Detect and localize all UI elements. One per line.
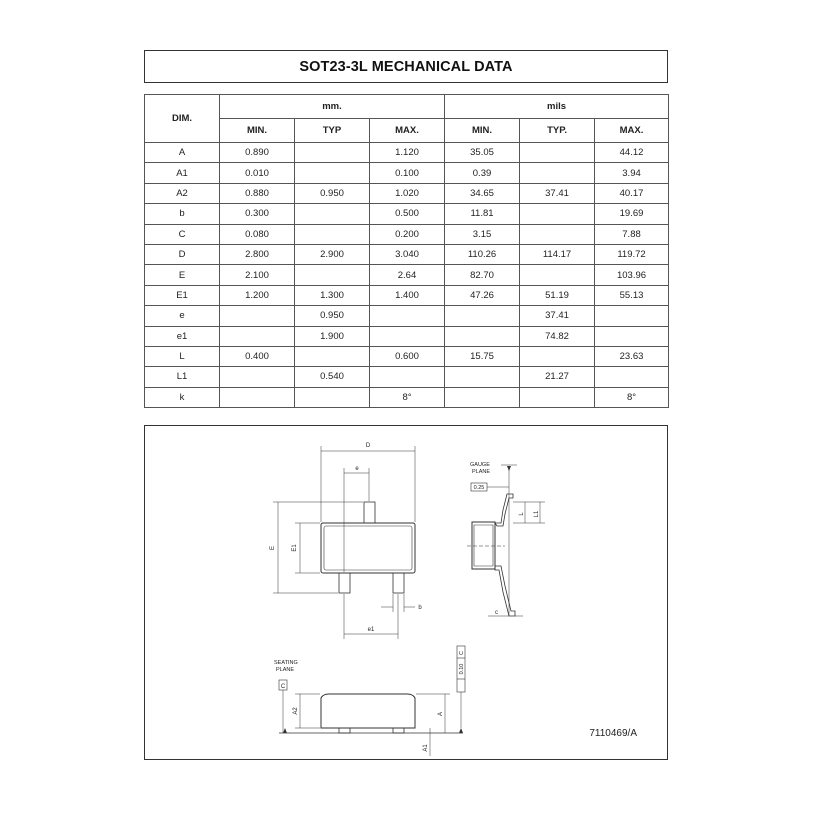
table-row — [145, 285, 669, 305]
side-view-lead-bottom — [495, 566, 515, 616]
table-cell-dim: A — [145, 143, 220, 163]
table-row — [145, 143, 669, 163]
label-A2: A2 — [293, 707, 299, 715]
table-row — [145, 367, 669, 387]
package-drawing — [144, 425, 668, 760]
table-row — [145, 163, 669, 183]
table-cell-dim: D — [145, 244, 220, 264]
table-cell-dim: k — [145, 387, 220, 407]
table-cell-mils-typ: 37.41 — [520, 183, 595, 203]
table-cell-mm-typ — [295, 387, 370, 407]
top-view-body — [321, 523, 415, 573]
table-cell-mm-max: 1.120 — [370, 143, 445, 163]
table-cell-dim: A2 — [145, 183, 220, 203]
tolerance-ref: C — [459, 651, 465, 655]
subheader-mils-typ: TYP. — [520, 119, 595, 143]
label-D: D — [365, 443, 371, 449]
table-cell-mils-min: 34.65 — [445, 183, 520, 203]
group-header-mm: mm. — [220, 95, 445, 119]
table-row — [145, 204, 669, 224]
table-cell-mm-max: 0.200 — [370, 224, 445, 244]
header-row-columns — [145, 119, 669, 143]
top-view-lead-top — [364, 502, 375, 523]
subheader-mils-min: MIN. — [445, 119, 520, 143]
table-cell-mm-min: 2.100 — [220, 265, 295, 285]
table-cell-mm-typ — [295, 143, 370, 163]
table-cell-mils-max — [595, 367, 669, 387]
table-row — [145, 183, 669, 203]
top-view-body-inner — [324, 526, 412, 570]
table-cell-mils-typ — [520, 265, 595, 285]
gauge-plane-label-2: PLANE — [472, 469, 491, 475]
table-cell-dim: e1 — [145, 326, 220, 346]
table-cell-mm-max: 2.64 — [370, 265, 445, 285]
table-cell-mils-max — [595, 326, 669, 346]
table-cell-dim: e — [145, 306, 220, 326]
front-view-body — [321, 694, 415, 728]
table-row — [145, 244, 669, 264]
label-A1: A1 — [423, 744, 429, 752]
table-cell-mm-min: 1.200 — [220, 285, 295, 305]
table-cell-mm-min — [220, 387, 295, 407]
table-cell-mils-max: 7.88 — [595, 224, 669, 244]
table-cell-mm-min — [220, 367, 295, 387]
table-cell-mils-min: 82.70 — [445, 265, 520, 285]
group-header-mils: mils — [445, 95, 669, 119]
table-cell-mm-max — [370, 306, 445, 326]
drawing-reference: 7110469/A — [589, 728, 637, 739]
table-row — [145, 326, 669, 346]
label-b: b — [418, 605, 422, 611]
table-cell-mm-min: 2.800 — [220, 244, 295, 264]
table-row — [145, 387, 669, 407]
subheader-mm-min: MIN. — [220, 119, 295, 143]
table-cell-mils-min — [445, 367, 520, 387]
table-cell-mm-typ — [295, 204, 370, 224]
seating-plane-label-2: PLANE — [276, 667, 295, 673]
table-cell-mm-max — [370, 367, 445, 387]
table-row — [145, 224, 669, 244]
table-cell-mm-max: 0.600 — [370, 346, 445, 366]
table-cell-mm-min — [220, 326, 295, 346]
table-cell-mils-typ: 21.27 — [520, 367, 595, 387]
header-row-groups — [145, 95, 669, 119]
table-cell-dim: b — [145, 204, 220, 224]
table-cell-mm-min — [220, 306, 295, 326]
table-cell-mils-min: 3.15 — [445, 224, 520, 244]
table-cell-mm-typ: 2.900 — [295, 244, 370, 264]
table-cell-dim: L1 — [145, 367, 220, 387]
tolerance-value: 0.10 — [459, 663, 465, 675]
table-row — [145, 346, 669, 366]
table-cell-mils-max: 44.12 — [595, 143, 669, 163]
table-cell-mils-min: 47.26 — [445, 285, 520, 305]
front-view-lead-right — [393, 728, 404, 733]
top-view-lead-right — [393, 573, 404, 593]
table-cell-mils-min: 11.81 — [445, 204, 520, 224]
page-title: SOT23-3L MECHANICAL DATA — [144, 50, 668, 83]
side-view-body — [472, 522, 495, 569]
table-cell-mils-min — [445, 306, 520, 326]
table-cell-mils-min: 35.05 — [445, 143, 520, 163]
table-cell-mils-max: 40.17 — [595, 183, 669, 203]
table-cell-mils-typ — [520, 204, 595, 224]
label-E1: E1 — [292, 544, 298, 552]
table-cell-mils-typ — [520, 387, 595, 407]
top-view — [270, 443, 422, 639]
table-cell-mm-typ: 0.950 — [295, 306, 370, 326]
table-cell-dim: E — [145, 265, 220, 285]
table-cell-mils-typ — [520, 346, 595, 366]
seating-plane-ref: C — [280, 684, 286, 690]
mechanical-data-table — [144, 94, 669, 408]
table-cell-mm-max: 1.400 — [370, 285, 445, 305]
table-cell-mm-typ — [295, 163, 370, 183]
gauge-plane-label-1: GAUGE — [470, 462, 490, 468]
table-cell-mm-typ: 0.950 — [295, 183, 370, 203]
table-cell-mm-min: 0.890 — [220, 143, 295, 163]
table-cell-mils-max — [595, 306, 669, 326]
seating-plane-label-1: SEATING — [274, 660, 298, 666]
table-cell-mm-typ: 1.900 — [295, 326, 370, 346]
table-cell-mils-typ: 114.17 — [520, 244, 595, 264]
dim-header: DIM. — [145, 95, 220, 143]
table-cell-dim: L — [145, 346, 220, 366]
label-E: E — [270, 545, 276, 551]
table-cell-mils-min: 15.75 — [445, 346, 520, 366]
subheader-mils-max: MAX. — [595, 119, 669, 143]
subheader-mm-typ: TYP — [295, 119, 370, 143]
table-row — [145, 306, 669, 326]
table-cell-mils-typ — [520, 163, 595, 183]
table-cell-mm-max: 0.500 — [370, 204, 445, 224]
gauge-value: 0.25 — [473, 485, 485, 491]
table-cell-mils-max: 55.13 — [595, 285, 669, 305]
table-cell-mils-min: 0.39 — [445, 163, 520, 183]
table-row — [145, 265, 669, 285]
table-cell-mils-min: 110.26 — [445, 244, 520, 264]
table-cell-mils-typ: 51.19 — [520, 285, 595, 305]
table-cell-mm-typ — [295, 346, 370, 366]
subheader-mm-max: MAX. — [370, 119, 445, 143]
label-A: A — [438, 711, 444, 717]
table-cell-mm-typ: 1.300 — [295, 285, 370, 305]
label-e: e — [355, 466, 359, 472]
table-cell-mils-min — [445, 387, 520, 407]
table-cell-mm-min: 0.300 — [220, 204, 295, 224]
table-cell-dim: C — [145, 224, 220, 244]
label-c: c — [495, 610, 498, 616]
table-cell-mm-typ — [295, 224, 370, 244]
table-cell-dim: E1 — [145, 285, 220, 305]
top-view-lead-left — [339, 573, 350, 593]
table-cell-mm-min: 0.080 — [220, 224, 295, 244]
front-view — [274, 646, 465, 756]
table-cell-mm-typ: 0.540 — [295, 367, 370, 387]
side-view-lead-top — [495, 494, 513, 526]
table-cell-mm-max: 3.040 — [370, 244, 445, 264]
table-cell-mm-typ — [295, 265, 370, 285]
label-L: L — [519, 512, 525, 516]
table-cell-mm-min: 0.010 — [220, 163, 295, 183]
table-cell-mils-min — [445, 326, 520, 346]
table-cell-mm-max: 1.020 — [370, 183, 445, 203]
table-cell-mils-max: 19.69 — [595, 204, 669, 224]
side-view — [467, 462, 545, 616]
table-cell-mils-typ: 74.82 — [520, 326, 595, 346]
table-cell-mils-typ: 37.41 — [520, 306, 595, 326]
table-cell-mm-max: 0.100 — [370, 163, 445, 183]
table-cell-mils-max: 103.96 — [595, 265, 669, 285]
table-cell-mils-max: 23.63 — [595, 346, 669, 366]
package-drawing-svg — [145, 426, 669, 761]
table-cell-mils-max: 8° — [595, 387, 669, 407]
table-cell-mm-max: 8° — [370, 387, 445, 407]
table-cell-mils-typ — [520, 224, 595, 244]
table-cell-mm-min: 0.880 — [220, 183, 295, 203]
label-L1: L1 — [534, 510, 540, 518]
table-cell-mm-max — [370, 326, 445, 346]
table-cell-dim: A1 — [145, 163, 220, 183]
table-cell-mils-typ — [520, 143, 595, 163]
label-e1: e1 — [367, 627, 375, 633]
table-cell-mils-max: 119.72 — [595, 244, 669, 264]
table-cell-mils-max: 3.94 — [595, 163, 669, 183]
table-cell-mm-min: 0.400 — [220, 346, 295, 366]
front-view-lead-left — [339, 728, 350, 733]
